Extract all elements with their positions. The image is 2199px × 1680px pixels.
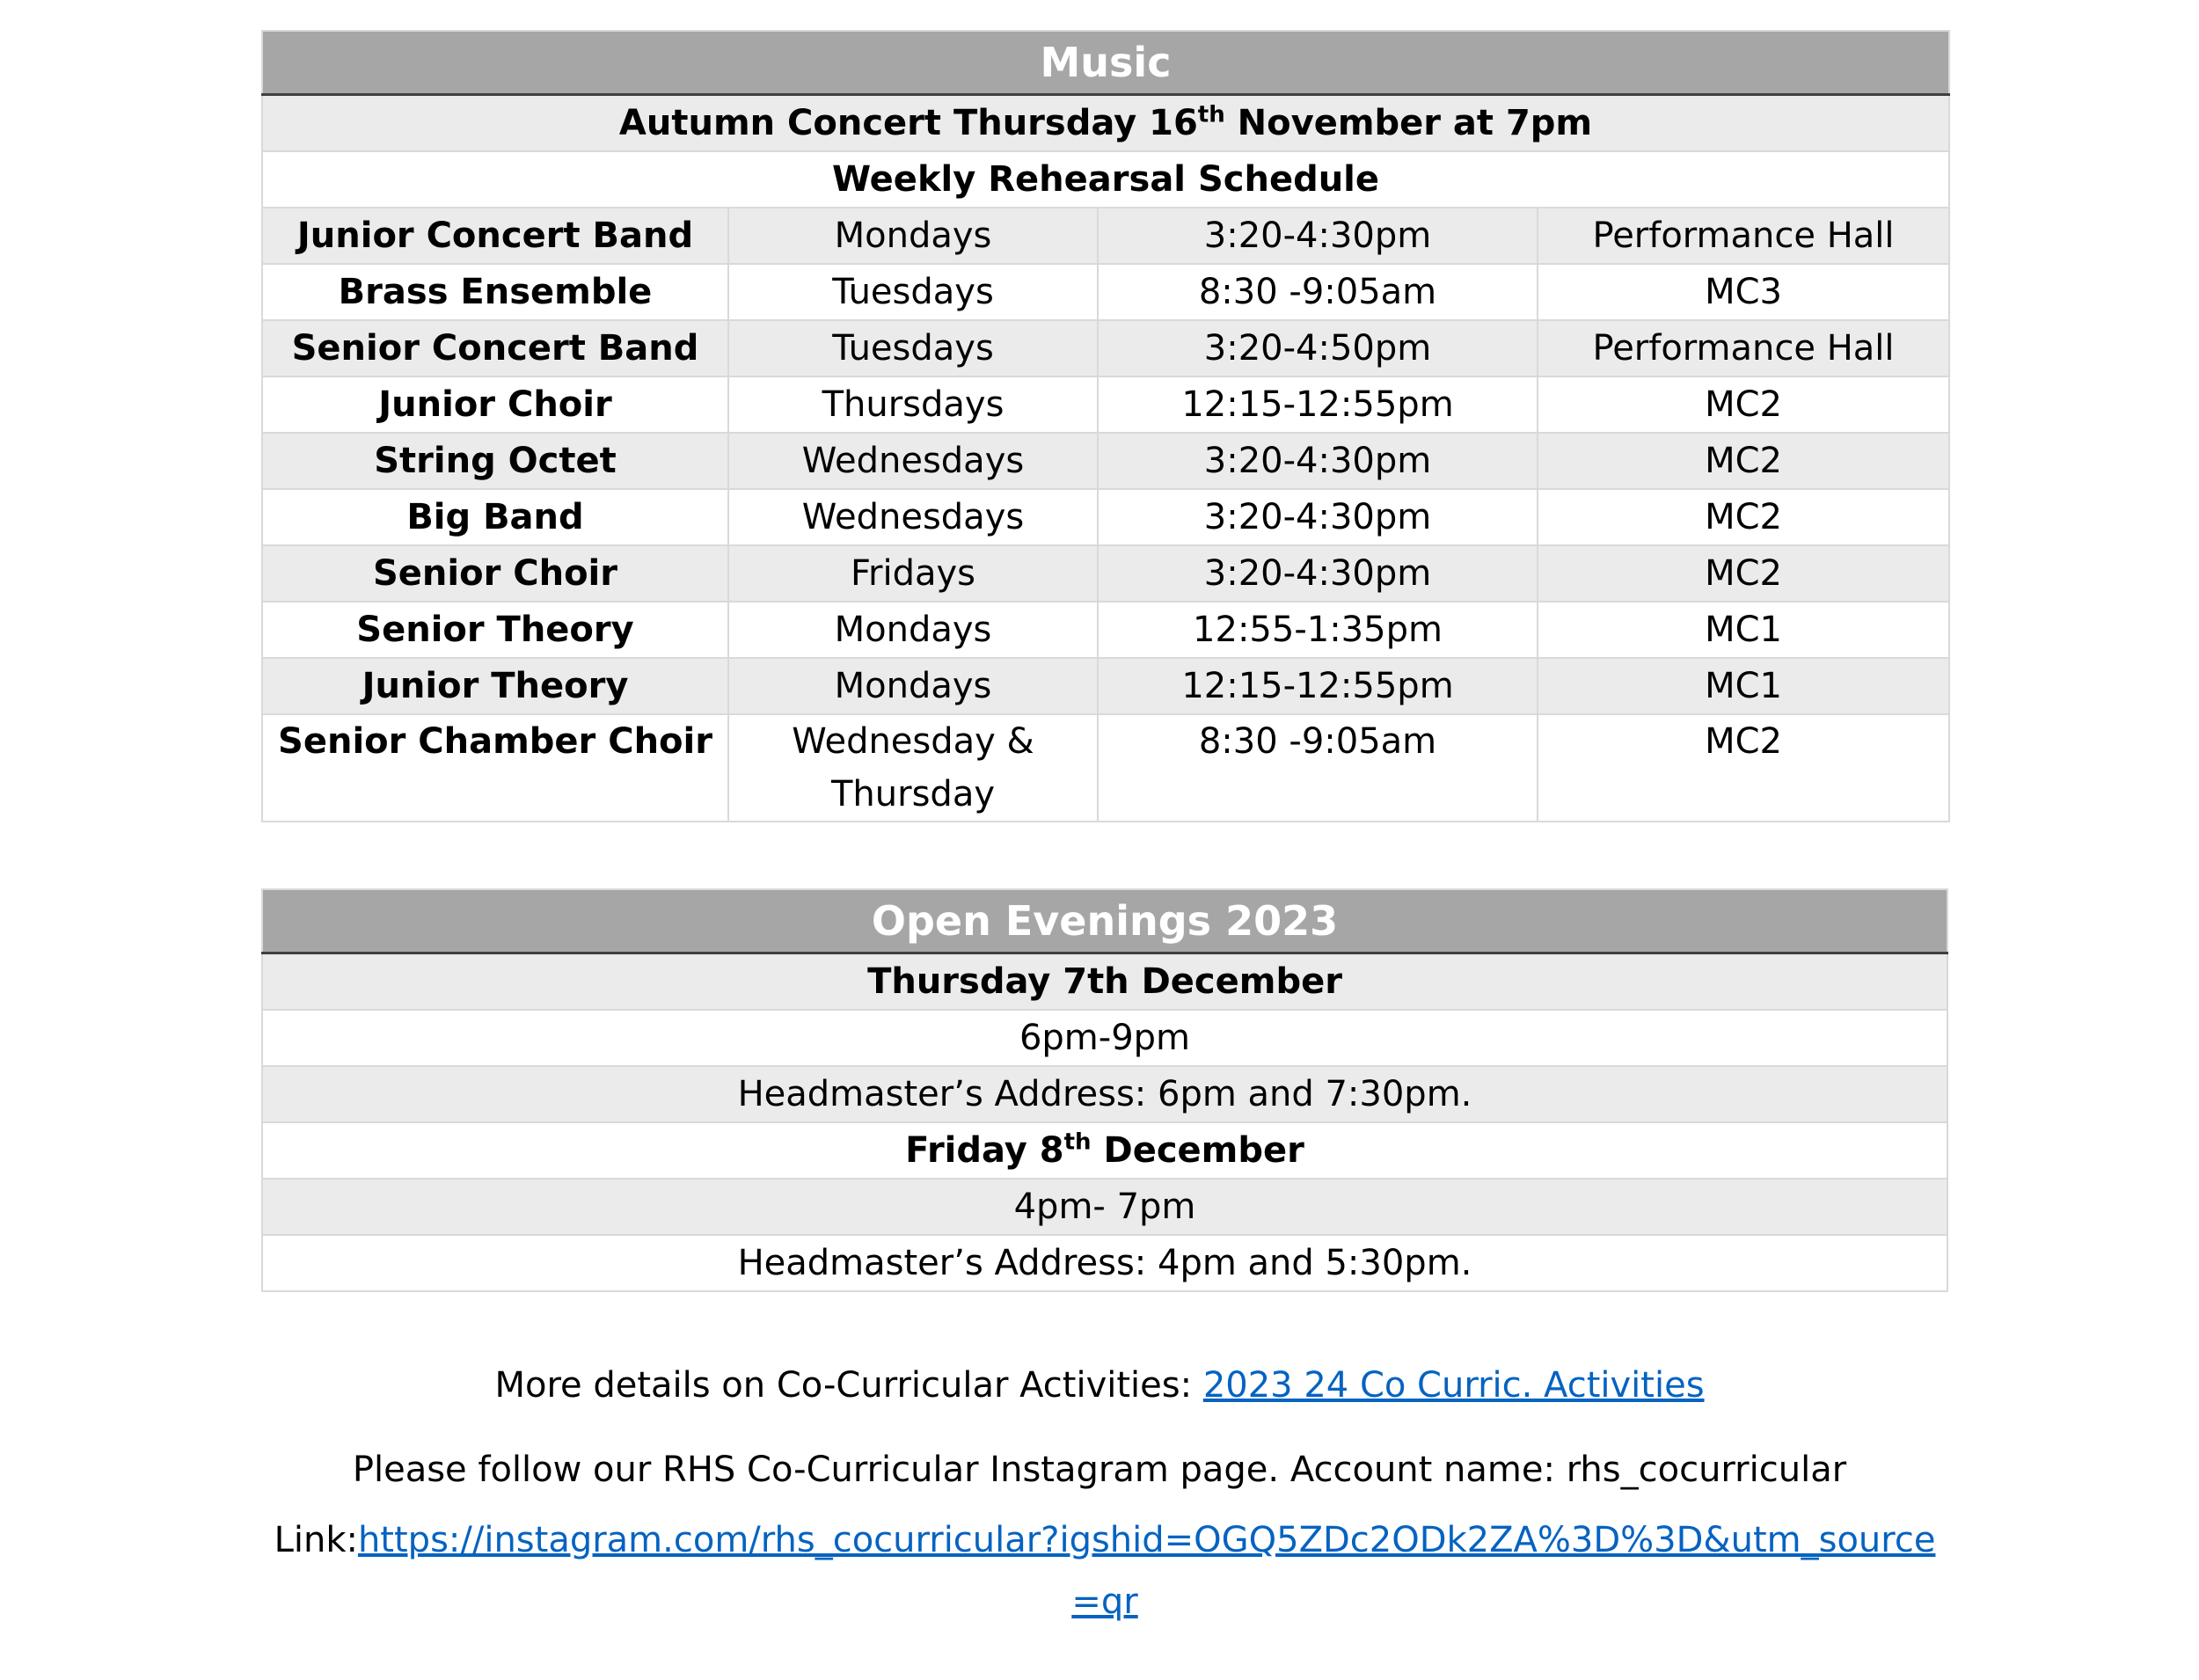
open-evening-day-1: Thursday 7th December bbox=[262, 953, 1947, 1011]
table-row bbox=[262, 714, 1949, 822]
instagram-follow-text: Please follow our RHS Co-Curricular Instagram page. Account name: rhs_cocurricular bbox=[352, 1450, 1847, 1490]
group-name: Senior Chamber Choir bbox=[262, 714, 728, 822]
group-name: Junior Choir bbox=[262, 376, 728, 433]
instagram-link[interactable]: https://instagram.com/rhs_cocurricular?igshid=OGQ5ZDc2ODk2ZA%3D%3D&utm_source=qr bbox=[357, 1520, 1936, 1622]
table-row bbox=[262, 602, 1949, 658]
open-evening-time-2: 4pm- 7pm bbox=[262, 1179, 1947, 1235]
co-curric-activities-link[interactable]: 2023 24 Co Curric. Activities bbox=[1202, 1365, 1705, 1406]
rehearsal-time: 12:55-1:35pm bbox=[1098, 602, 1538, 658]
rehearsal-room: MC2 bbox=[1538, 714, 1949, 822]
rehearsal-day: Wednesday & Thursday bbox=[728, 714, 1098, 822]
group-name: Senior Choir bbox=[262, 545, 728, 602]
rehearsal-room: MC1 bbox=[1538, 602, 1949, 658]
table-row bbox=[262, 489, 1949, 545]
link-label: Link: bbox=[274, 1520, 358, 1560]
rehearsal-room: Performance Hall bbox=[1538, 320, 1949, 376]
weekly-schedule-heading: Weekly Rehearsal Schedule bbox=[262, 151, 1949, 208]
group-name: Big Band bbox=[262, 489, 728, 545]
table-row bbox=[262, 658, 1949, 714]
rehearsal-time: 12:15-12:55pm bbox=[1098, 376, 1538, 433]
headmaster-address-1: Headmaster’s Address: 6pm and 7:30pm. bbox=[262, 1066, 1947, 1122]
music-title: Music bbox=[262, 31, 1949, 95]
rehearsal-day: Fridays bbox=[728, 545, 1098, 602]
rehearsal-room: MC2 bbox=[1538, 545, 1949, 602]
rehearsal-room: MC3 bbox=[1538, 264, 1949, 320]
rehearsal-day: Mondays bbox=[728, 602, 1098, 658]
music-schedule-table bbox=[261, 30, 1950, 822]
rehearsal-room: MC2 bbox=[1538, 433, 1949, 489]
rehearsal-room: MC1 bbox=[1538, 658, 1949, 714]
rehearsal-room: Performance Hall bbox=[1538, 208, 1949, 264]
instagram-link-line bbox=[261, 1509, 1948, 1633]
table-row bbox=[262, 264, 1949, 320]
autumn-concert-banner: Autumn Concert Thursday 16th November at 7pm bbox=[262, 95, 1949, 152]
table-row bbox=[262, 433, 1949, 489]
group-name: String Octet bbox=[262, 433, 728, 489]
group-name: Junior Theory bbox=[262, 658, 728, 714]
more-details-text: More details on Co-Curricular Activities: bbox=[494, 1365, 1203, 1406]
rehearsal-time: 8:30 -9:05am bbox=[1098, 264, 1538, 320]
rehearsal-day: Mondays bbox=[728, 208, 1098, 264]
open-evenings-title: Open Evenings 2023 bbox=[262, 889, 1947, 953]
group-name: Senior Theory bbox=[262, 602, 728, 658]
rehearsal-time: 8:30 -9:05am bbox=[1098, 714, 1538, 822]
rehearsal-day: Wednesdays bbox=[728, 433, 1098, 489]
rehearsal-room: MC2 bbox=[1538, 489, 1949, 545]
rehearsal-time: 3:20-4:30pm bbox=[1098, 208, 1538, 264]
rehearsal-day: Mondays bbox=[728, 658, 1098, 714]
table-row bbox=[262, 208, 1949, 264]
open-evenings-table bbox=[261, 888, 1948, 1292]
headmaster-address-2: Headmaster’s Address: 4pm and 5:30pm. bbox=[262, 1235, 1947, 1291]
rehearsal-time: 3:20-4:50pm bbox=[1098, 320, 1538, 376]
group-name: Brass Ensemble bbox=[262, 264, 728, 320]
rehearsal-time: 3:20-4:30pm bbox=[1098, 489, 1538, 545]
rehearsal-day: Tuesdays bbox=[728, 320, 1098, 376]
open-evening-day-2: Friday 8th December bbox=[262, 1122, 1947, 1179]
rehearsal-time: 3:20-4:30pm bbox=[1098, 433, 1538, 489]
group-name: Junior Concert Band bbox=[262, 208, 728, 264]
rehearsal-day: Wednesdays bbox=[728, 489, 1098, 545]
table-row bbox=[262, 376, 1949, 433]
table-row bbox=[262, 320, 1949, 376]
rehearsal-time: 3:20-4:30pm bbox=[1098, 545, 1538, 602]
open-evening-time-1: 6pm-9pm bbox=[262, 1010, 1947, 1066]
rehearsal-day: Tuesdays bbox=[728, 264, 1098, 320]
group-name: Senior Concert Band bbox=[262, 320, 728, 376]
rehearsal-room: MC2 bbox=[1538, 376, 1949, 433]
rehearsal-time: 12:15-12:55pm bbox=[1098, 658, 1538, 714]
more-details-line bbox=[0, 1365, 2199, 1406]
table-row bbox=[262, 545, 1949, 602]
rehearsal-day: Thursdays bbox=[728, 376, 1098, 433]
